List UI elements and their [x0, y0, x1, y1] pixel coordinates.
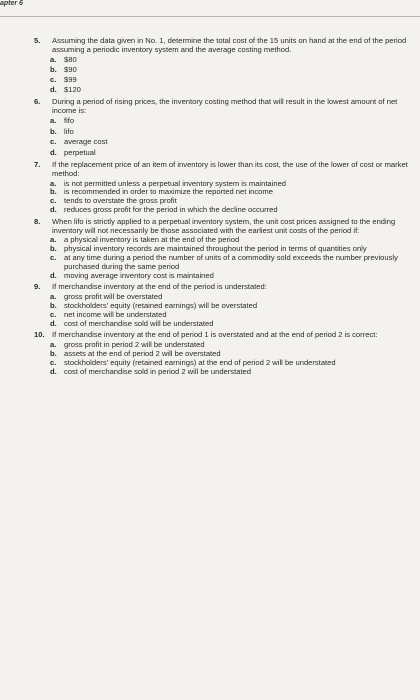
option-c: c. average cost	[50, 137, 108, 147]
option-d: d. cost of merchandise sold in period 2 will be understated	[50, 366, 251, 376]
option-d: d. cost of merchandise sold will be understated	[50, 318, 214, 328]
option-d: d. moving average inventory cost is maintained	[50, 270, 214, 280]
question-9	[34, 283, 414, 328]
question-7	[34, 161, 414, 215]
question-number: 5.	[34, 36, 41, 45]
question-8	[34, 218, 414, 281]
question-text: Assuming the data given in No. 1, determine the total cost of the 15 units on hand at the end of the period assuming a periodic inventory system and the average costing method.	[52, 36, 407, 54]
option-b: b. $90	[50, 64, 77, 74]
question-text: When lifo is strictly applied to a perpetual inventory system, the unit cost prices assigned to the ending inventory will not necessarily be those associated with the earliest unit costs of the period if:	[52, 216, 396, 235]
question-text: If the replacement price of an item of inventory is lower than its cost, the use of the lower of cost or market method:	[52, 160, 408, 178]
question-number: 8.	[34, 216, 41, 226]
option-c: c. net income will be understated	[50, 309, 167, 319]
option-b: b. stockholders' equity (retained earnings) will be overstated	[50, 301, 258, 311]
option-d: d. reduces gross profit for the period in which the decline occurred	[50, 205, 278, 215]
question-5	[34, 37, 414, 95]
option-d: d. $120	[50, 85, 81, 95]
chapter-header: apter 6	[0, 0, 23, 7]
question-text: If merchandise inventory at the end of period 1 is overstated and at the end of period 2 is correct:	[52, 330, 378, 340]
option-a: a. a physical inventory is taken at the end of the period	[50, 235, 240, 245]
question-number: 9.	[34, 282, 41, 292]
option-b: b. lifo	[50, 126, 74, 136]
question-number: 10.	[34, 330, 45, 340]
option-c: c. stockholders' equity (retained earnings) at the end of period 2 will be understated	[50, 357, 336, 367]
question-text: During a period of rising prices, the inventory costing method that will result in the lowest amount of net income is:	[52, 97, 398, 116]
option-a: a. fifo	[50, 115, 75, 125]
option-c: c. tends to overstate the gross profit	[50, 196, 177, 206]
question-list	[34, 37, 414, 379]
header-rule	[0, 16, 420, 17]
question-number: 7.	[34, 160, 41, 170]
option-b: b. assets at the end of period 2 will be overstated	[50, 349, 221, 358]
option-c: c. $99	[50, 75, 77, 85]
question-6	[34, 98, 414, 158]
option-c: c. at any time during a period the number of units of a commodity sold exceeds the number previously purchased during the same period	[50, 253, 398, 271]
question-10	[34, 331, 414, 376]
option-a: a. $80	[50, 54, 77, 64]
option-a: a. is not permitted unless a perpetual inventory system is maintained	[50, 178, 287, 188]
question-number: 6.	[34, 97, 41, 107]
option-b: b. is recommended in order to maximize the reported net income	[50, 187, 273, 197]
option-b: b. physical inventory records are maintained throughout the period in terms of quantities only	[50, 244, 367, 254]
question-text: If merchandise inventory at the end of the period is understated:	[52, 282, 267, 292]
option-d: d. perpetual	[50, 148, 96, 158]
option-a: a. gross profit in period 2 will be understated	[50, 340, 205, 350]
option-a: a. gross profit will be overstated	[50, 292, 163, 302]
